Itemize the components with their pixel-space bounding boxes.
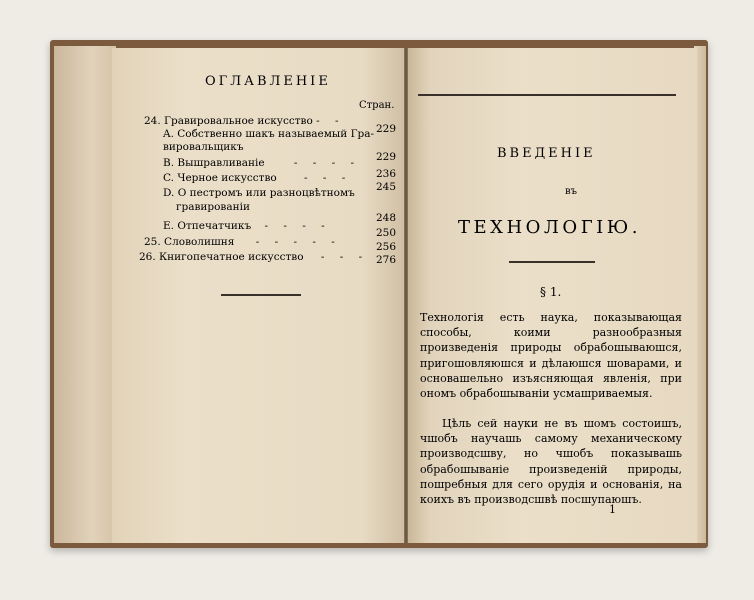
toc-entry-page: 229 — [375, 151, 396, 163]
toc-entry-text: C. Черное искусство — [163, 172, 277, 184]
toc-entry — [163, 172, 351, 184]
toc-entry-text: Словолишня — [164, 236, 235, 248]
toc-entry-dots: - - - — [304, 172, 352, 184]
intro-paragraph — [420, 416, 682, 507]
toc-entry-dots: - - - - - — [255, 236, 341, 248]
toc-entry — [144, 115, 345, 127]
toc-entry-page: 248 — [375, 212, 396, 224]
toc-entry-text: Книгопечатное искусство — [159, 251, 304, 263]
toc-entry-dots: - - - - — [264, 220, 331, 232]
toc-entry-page: 250 — [375, 227, 396, 239]
toc-entry-text: Гравировальное искусство — [164, 115, 313, 127]
toc-entry — [163, 128, 374, 140]
toc-entry-page: 276 — [375, 254, 396, 266]
toc-entry-number: 24. — [144, 115, 161, 127]
toc-entry-dots: - - — [316, 115, 345, 127]
toc-entry-page: 256 — [375, 241, 396, 253]
toc-entry-text: E. Отпечатчикъ — [163, 220, 252, 232]
toc-entry-page: 229 — [375, 123, 396, 135]
toc-entry-text: гравированіи — [176, 201, 250, 213]
paragraph-text: Технологія есть наука, показывающая способы, коими разнообразныя произведенія природы обрабошываюшся, пригошовляюшся и дѣлаюшся шоварами, и основашельно изъясняющая явленія, при ономъ обрабошываніи усмашриваемыя. — [420, 311, 682, 401]
toc-title: ОГЛАВЛЕНІЕ — [205, 74, 331, 89]
heading-rule — [509, 261, 595, 263]
toc-entry-text: вировальщикъ — [163, 141, 244, 153]
toc-entry — [163, 141, 244, 153]
toc-entry-number: 25. — [144, 236, 161, 248]
toc-entry — [176, 201, 250, 213]
toc-entry-text: D. О пестромъ или разноцвѣтномъ — [163, 187, 355, 199]
toc-entry — [163, 187, 355, 199]
toc-entry — [139, 251, 368, 263]
section-number: § 1. — [540, 285, 562, 299]
toc-divider — [221, 294, 301, 296]
toc-entry-text: B. Вышравливаніе — [163, 157, 265, 169]
page-number: 1 — [609, 503, 616, 516]
toc-entry-page: 236 — [375, 168, 396, 180]
page-edges-left — [54, 46, 116, 543]
book-gutter — [404, 48, 408, 543]
toc-entry-page: 245 — [375, 181, 396, 193]
toc-page-column-header: Стран. — [359, 100, 395, 111]
chapter-subtitle: въ — [565, 186, 577, 197]
paragraph-text: Цѣль сей науки не въ шомъ состоишъ, чшобъ научашь самому механическому производсшву, но чшобъ показывашь обрабошываніе произведеній природы, пошребныя для сего орудія и основанія, на коихъ въ производсшвѣ посшупаюшъ. — [420, 417, 682, 507]
toc-entry-dots: - - - - — [293, 157, 361, 169]
chapter-title: ВВЕДЕНІЕ — [497, 146, 596, 161]
toc-entry — [163, 220, 331, 232]
intro-paragraph — [420, 310, 682, 401]
toc-entry — [144, 236, 341, 248]
chapter-heading: ТЕХНОЛОГІЮ. — [458, 217, 641, 238]
toc-entry — [163, 157, 360, 169]
toc-entry-dots: - - - — [320, 251, 369, 263]
toc-entry-number: 26. — [139, 251, 156, 263]
toc-entry-text: A. Собственно шакъ называемый Гра- — [163, 128, 375, 140]
header-rule — [418, 94, 676, 96]
